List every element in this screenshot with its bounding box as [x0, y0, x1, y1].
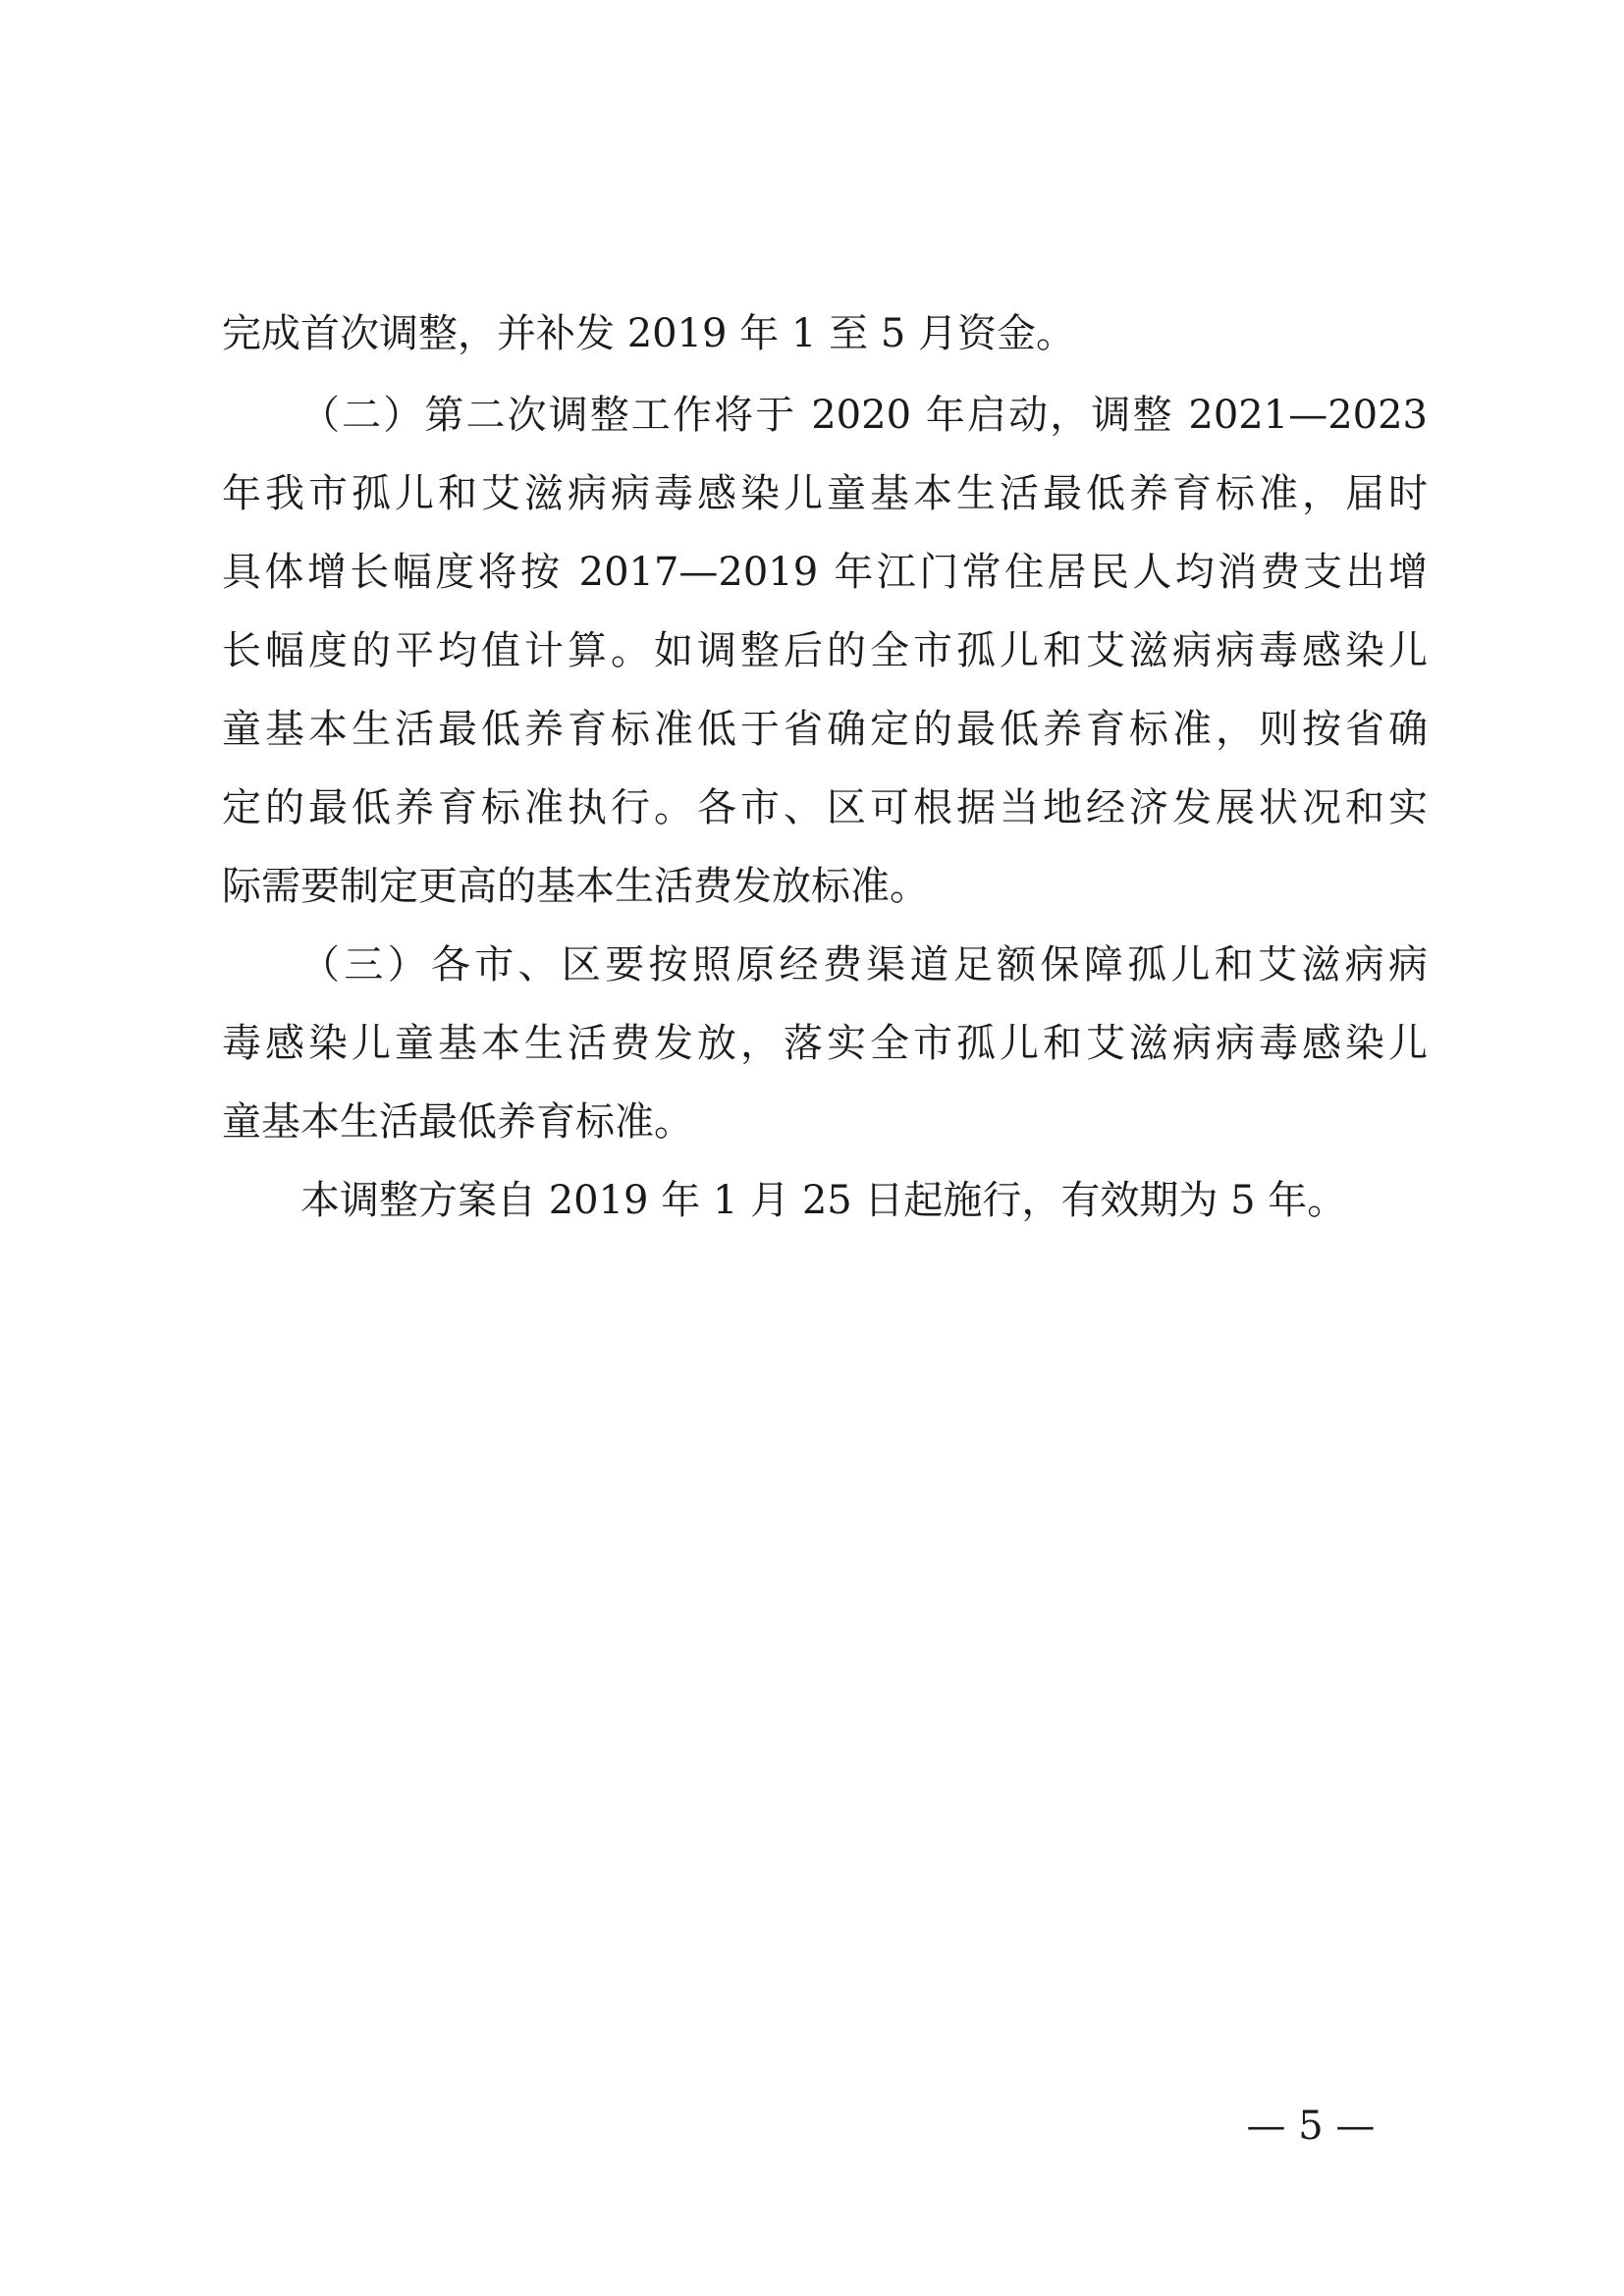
text-line: （二）第二次调整工作将于 2020 年启动，调整 2021—2023: [300, 393, 1428, 438]
text-line: 年我市孤儿和艾滋病病毒感染儿童基本生活最低养育标准，届时: [222, 471, 1428, 516]
text-line: 本调整方案自 2019 年 1 月 25 日起施行，有效期为 5 年。: [300, 1178, 1347, 1223]
text-line: 童基本生活最低养育标准低于省确定的最低养育标准，则按省确: [222, 707, 1428, 752]
text-line: 完成首次调整，并补发 2019 年 1 至 5 月资金。: [222, 311, 1075, 356]
text-line: 长幅度的平均值计算。如调整后的全市孤儿和艾滋病病毒感染儿: [222, 628, 1428, 673]
text-line: 际需要制定更高的基本生活费发放标准。: [222, 864, 929, 909]
page-number: — 5 —: [1246, 2104, 1376, 2149]
text-line: 毒感染儿童基本生活费发放，落实全市孤儿和艾滋病病毒感染儿: [222, 1021, 1428, 1066]
text-line: 定的最低养育标准执行。各市、区可根据当地经济发展状况和实: [222, 785, 1428, 830]
text-line: （三）各市、区要按照原经费渠道足额保障孤儿和艾滋病病: [300, 942, 1428, 988]
text-line: 童基本生活最低养育标准。: [222, 1099, 693, 1145]
text-line: 具体增长幅度将按 2017—2019 年江门常住居民人均消费支出增: [222, 550, 1428, 595]
